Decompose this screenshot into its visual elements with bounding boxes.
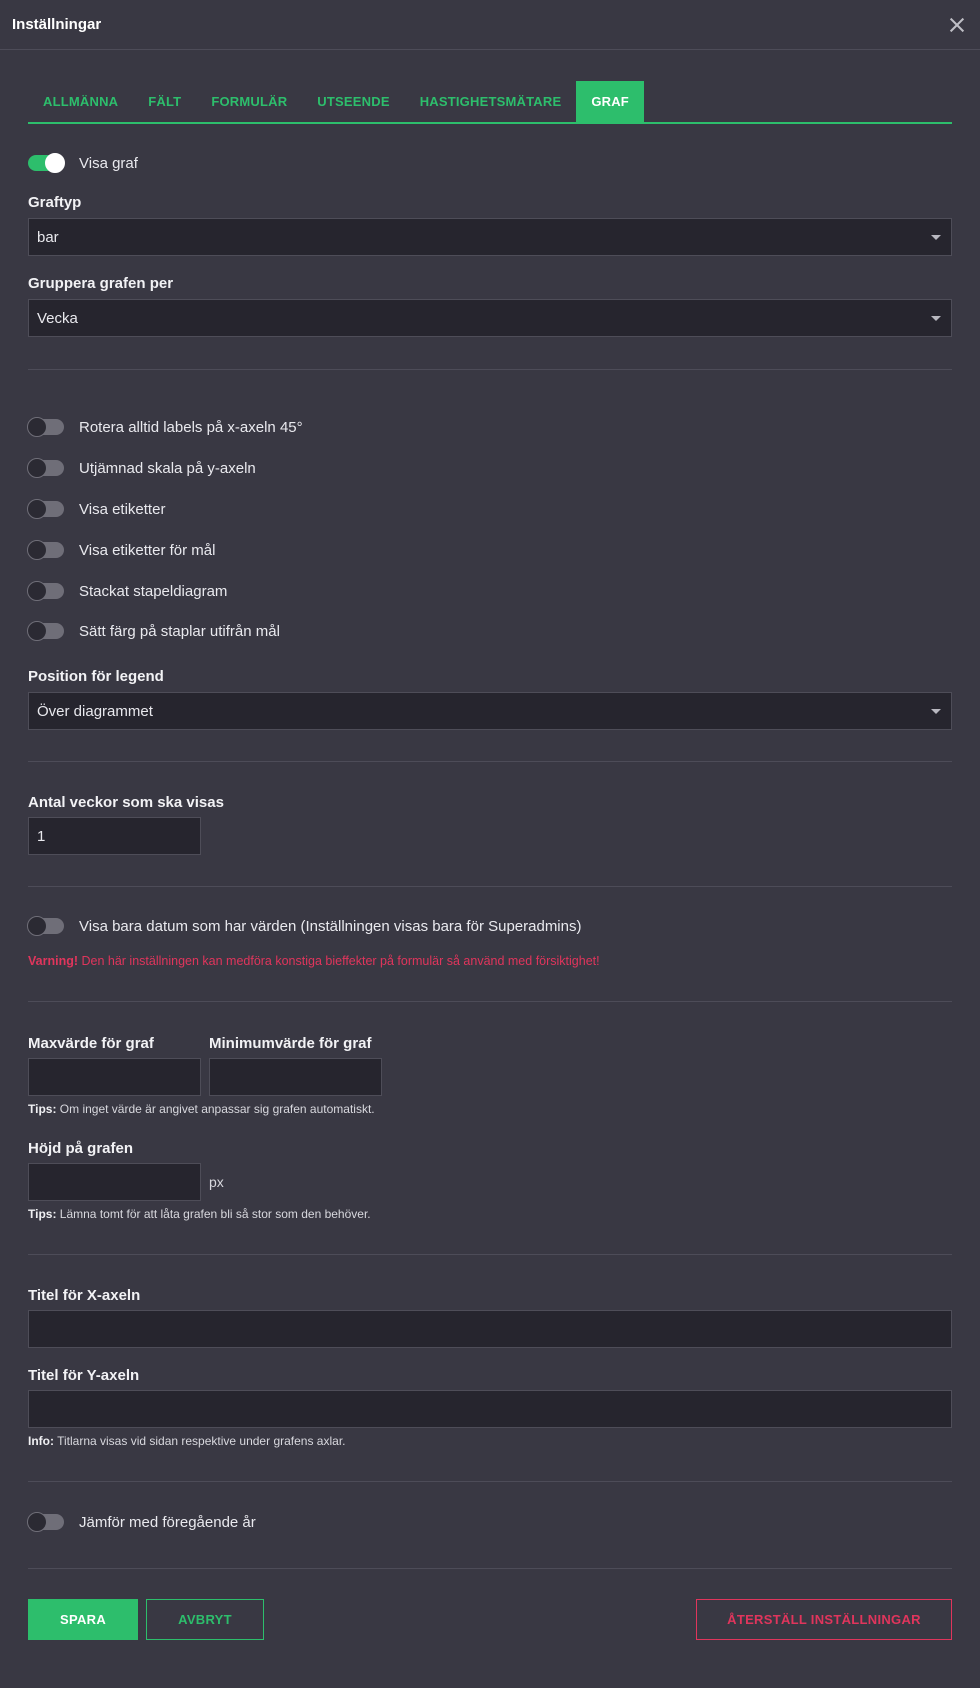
weeks-label: Antal veckor som ska visas — [28, 794, 224, 811]
stacked-bar-label: Stackat stapeldiagram — [79, 582, 228, 600]
tab-formular[interactable]: FORMULÄR — [211, 94, 288, 109]
tip-message: Lämna tomt för att låta grafen bli så stor som den behöver. — [56, 1207, 371, 1221]
tab-falt[interactable]: FÄLT — [148, 94, 182, 109]
tip-height — [28, 1207, 952, 1221]
legend-position-value: Över diagrammet — [37, 702, 153, 720]
toggle-row-smooth — [28, 458, 952, 478]
dialog-content — [0, 81, 980, 1640]
legend-position-select[interactable] — [28, 692, 952, 730]
cancel-button[interactable]: AVBRYT — [146, 1599, 264, 1640]
show-goal-labels-toggle[interactable] — [28, 542, 64, 558]
toggle-knob — [27, 581, 47, 601]
divider — [28, 369, 952, 370]
tab-graf[interactable]: GRAF — [576, 81, 644, 122]
show-labels-toggle[interactable] — [28, 501, 64, 517]
chevron-down-icon — [931, 709, 941, 714]
info-titles — [28, 1434, 952, 1448]
toggle-row-stacked — [28, 581, 952, 601]
tip-message: Om inget värde är angivet anpassar sig grafen automatiskt. — [56, 1102, 375, 1116]
toggle-knob — [27, 621, 47, 641]
toggle-row-compare — [28, 1512, 952, 1532]
min-max-row — [28, 1035, 952, 1096]
tab-bar — [28, 81, 952, 124]
toggle-row-only-dates — [28, 916, 952, 936]
height-row — [28, 1163, 952, 1201]
warning-text — [28, 954, 952, 968]
compare-label: Jämför med föregående år — [79, 1513, 256, 1531]
max-value-group — [28, 1035, 201, 1096]
show-graph-toggle[interactable] — [28, 155, 64, 171]
toggle-row-goal-labels — [28, 540, 952, 560]
min-value-input[interactable] — [209, 1058, 382, 1096]
chevron-down-icon — [931, 316, 941, 321]
smooth-scale-label: Utjämnad skala på y-axeln — [79, 459, 256, 477]
divider — [28, 1568, 952, 1569]
toggle-row-labels — [28, 499, 952, 519]
dialog-footer — [28, 1599, 952, 1640]
show-graph-row — [28, 153, 952, 173]
close-icon[interactable] — [946, 14, 968, 36]
graph-type-value: bar — [37, 228, 59, 246]
chevron-down-icon — [931, 235, 941, 240]
save-button[interactable]: SPARA — [28, 1599, 138, 1640]
toggle-knob — [27, 417, 47, 437]
smooth-scale-toggle[interactable] — [28, 460, 64, 476]
rotate-labels-toggle[interactable] — [28, 419, 64, 435]
only-dates-label: Visa bara datum som har värden (Inställningen visas bara för Superadmins) — [79, 917, 582, 935]
dialog-header — [0, 0, 980, 50]
toggle-knob — [27, 1512, 47, 1532]
warning-strong: Varning! — [28, 954, 79, 968]
tab-allmanna[interactable]: ALLMÄNNA — [43, 94, 119, 109]
toggle-knob — [27, 540, 47, 560]
show-goal-labels-label: Visa etiketter för mål — [79, 541, 216, 559]
warning-message: Den här inställningen kan medföra konstiga bieffekter på formulär så använd med försiktighet! — [78, 954, 600, 968]
tip-strong: Tips: — [28, 1207, 57, 1221]
toggle-knob — [27, 499, 47, 519]
toggle-knob — [27, 916, 47, 936]
height-unit: px — [209, 1174, 224, 1190]
tab-utseende[interactable]: UTSEENDE — [317, 94, 390, 109]
info-strong: Info: — [28, 1434, 54, 1448]
color-by-goal-label: Sätt färg på staplar utifrån mål — [79, 622, 280, 640]
toggle-row-rotate — [28, 417, 952, 437]
legend-position-label: Position för legend — [28, 668, 164, 685]
stacked-bar-toggle[interactable] — [28, 583, 64, 599]
show-graph-label: Visa graf — [79, 154, 138, 172]
tip-auto — [28, 1102, 952, 1116]
divider — [28, 1001, 952, 1002]
height-input[interactable] — [28, 1163, 201, 1201]
dialog-title: Inställningar — [12, 16, 102, 33]
tip-strong: Tips: — [28, 1102, 57, 1116]
compare-toggle[interactable] — [28, 1514, 64, 1530]
max-value-label: Maxvärde för graf — [28, 1035, 154, 1052]
only-dates-toggle[interactable] — [28, 918, 64, 934]
reset-settings-button[interactable]: ÅTERSTÄLL INSTÄLLNINGAR — [696, 1599, 952, 1640]
divider — [28, 761, 952, 762]
y-title-input[interactable] — [28, 1390, 952, 1428]
group-by-label: Gruppera grafen per — [28, 275, 174, 292]
min-value-label: Minimumvärde för graf — [209, 1035, 372, 1052]
divider — [28, 886, 952, 887]
weeks-input[interactable] — [28, 817, 201, 855]
x-title-input[interactable] — [28, 1310, 952, 1348]
divider — [28, 1481, 952, 1482]
height-label: Höjd på grafen — [28, 1140, 134, 1157]
y-title-label: Titel för Y-axeln — [28, 1367, 140, 1384]
toggle-row-color-goal — [28, 621, 952, 641]
graph-type-select[interactable] — [28, 218, 952, 256]
color-by-goal-toggle[interactable] — [28, 623, 64, 639]
graph-type-label: Graftyp — [28, 194, 82, 211]
group-by-select[interactable] — [28, 299, 952, 337]
info-message: Titlarna visas vid sidan respektive under grafens axlar. — [54, 1434, 346, 1448]
max-value-input[interactable] — [28, 1058, 201, 1096]
x-title-label: Titel för X-axeln — [28, 1287, 141, 1304]
rotate-labels-label: Rotera alltid labels på x-axeln 45° — [79, 418, 303, 436]
min-value-group — [209, 1035, 382, 1096]
divider — [28, 1254, 952, 1255]
group-by-value: Vecka — [37, 309, 78, 327]
tab-hastighetsmatare[interactable]: HASTIGHETSMÄTARE — [419, 94, 562, 109]
footer-left — [28, 1599, 264, 1640]
toggle-knob — [45, 153, 65, 173]
toggle-knob — [27, 458, 47, 478]
show-labels-label: Visa etiketter — [79, 500, 166, 518]
